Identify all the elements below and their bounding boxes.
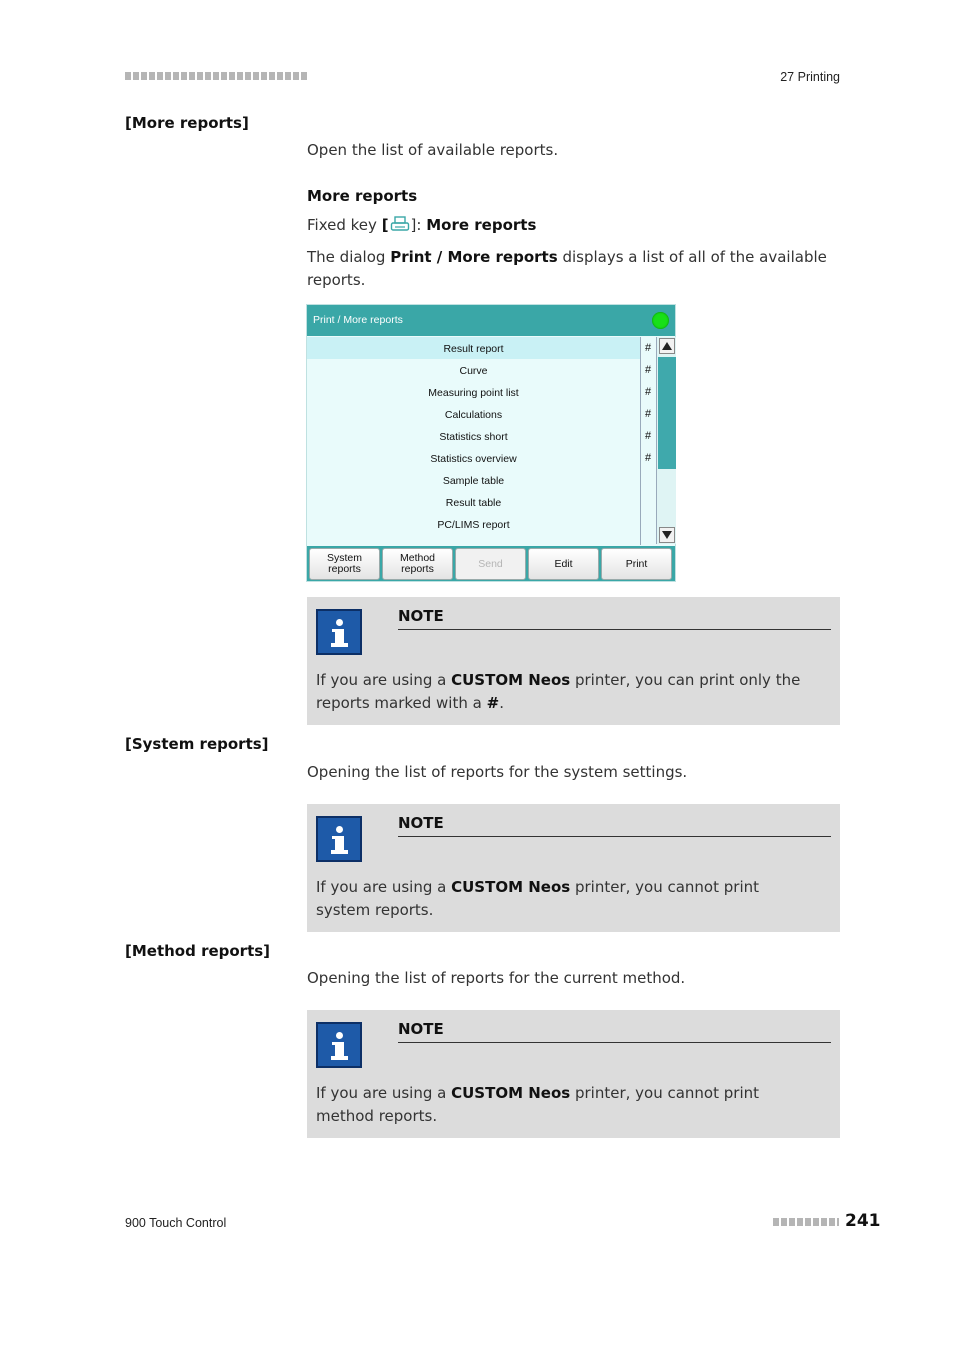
dialog-desc-part2: displays a list of all of the available reports. (307, 248, 827, 289)
report-label: Statistics short (439, 431, 508, 443)
note-text-part: printer, you cannot print method reports. (316, 1084, 759, 1125)
fixed-key-name: More reports (426, 216, 537, 234)
footer-decoration (773, 1218, 839, 1226)
section-title-system-reports: [System reports] (125, 735, 269, 753)
method-reports-description: Opening the list of reports for the current method. (307, 969, 686, 987)
dialog-desc-bold: Print / More reports (390, 248, 558, 266)
note-text-bold: CUSTOM Neos (451, 1084, 571, 1102)
fixed-key-prefix: Fixed key (307, 216, 377, 234)
scrollbar[interactable] (656, 337, 676, 544)
status-led-icon (652, 312, 669, 329)
dialog-titlebar (307, 305, 675, 336)
report-label: PC/LIMS report (437, 519, 510, 531)
report-label: Measuring point list (428, 387, 519, 399)
system-reports-button[interactable] (309, 548, 380, 580)
button-label-line2: reports (328, 563, 361, 575)
note-text-bold: CUSTOM Neos (451, 671, 571, 689)
report-row-measuring-point-list[interactable] (307, 381, 652, 403)
note-heading: NOTE (398, 814, 831, 837)
report-row-statistics-overview[interactable] (307, 447, 652, 469)
report-label: Statistics overview (430, 453, 517, 465)
report-mark: # (644, 430, 652, 442)
note-text-bold: CUSTOM Neos (451, 878, 571, 896)
dialog-desc-part1: The dialog (307, 248, 386, 266)
more-reports-subtitle: More reports (307, 187, 418, 205)
note-text-part: printer, you can print only the reports marked with a (316, 671, 801, 712)
report-row-calculations[interactable] (307, 403, 652, 425)
dialog-button-bar (307, 546, 675, 581)
note-heading: NOTE (398, 1020, 831, 1043)
info-icon (316, 609, 362, 655)
footer-product-name: 900 Touch Control (125, 1216, 227, 1230)
note-heading: NOTE (398, 607, 831, 630)
report-mark: # (644, 452, 652, 464)
report-label: Calculations (444, 409, 503, 421)
button-label-line1: System (326, 552, 362, 564)
note-text-part: If you are using a (316, 1084, 447, 1102)
section-title-more-reports: [More reports] (125, 114, 249, 132)
note-box (307, 1010, 840, 1138)
method-reports-button[interactable] (382, 548, 453, 580)
report-label: Result report (443, 343, 504, 355)
report-mark: # (644, 386, 652, 398)
note-text (316, 669, 816, 715)
button-label-line2: reports (401, 563, 434, 575)
dialog-title: Print / More reports (313, 314, 403, 326)
note-text (316, 1082, 816, 1128)
report-row-sample-table[interactable] (307, 469, 640, 491)
note-text-part: If you are using a (316, 671, 447, 689)
note-text-part: printer, you cannot print system reports. (316, 878, 759, 919)
list-separator (640, 337, 641, 545)
info-icon (316, 816, 362, 862)
note-box (307, 597, 840, 725)
report-row-pc-lims-report[interactable] (307, 513, 640, 535)
edit-button[interactable]: Edit (528, 548, 599, 580)
info-icon (316, 1022, 362, 1068)
report-list (307, 337, 652, 545)
note-text (316, 876, 816, 922)
header-decoration (125, 72, 307, 80)
send-button[interactable]: Send (455, 548, 526, 580)
note-box (307, 804, 840, 932)
system-reports-description: Opening the list of reports for the system settings. (307, 763, 688, 781)
report-row-curve[interactable] (307, 359, 652, 381)
scroll-up-arrow-icon[interactable] (659, 338, 675, 354)
note-text-part: . (499, 694, 504, 712)
report-label: Sample table (442, 475, 505, 487)
note-text-part: If you are using a (316, 878, 447, 896)
fixed-key-line (307, 214, 536, 237)
report-label: Result table (445, 497, 502, 509)
section-title-method-reports: [Method reports] (125, 942, 271, 960)
scroll-down-arrow-icon[interactable] (659, 527, 675, 543)
more-reports-description: Open the list of available reports. (307, 141, 559, 159)
report-row-statistics-short[interactable] (307, 425, 652, 447)
dialog-description (307, 246, 827, 292)
page-number: 241 (845, 1211, 881, 1231)
fixed-key-bracket-open: [ (381, 216, 389, 234)
printer-icon (390, 216, 410, 232)
report-label: Curve (459, 365, 488, 377)
print-more-reports-dialog (306, 304, 676, 582)
note-text-bold: # (486, 694, 500, 712)
report-mark: # (644, 342, 652, 354)
fixed-key-bracket-close: ]: (410, 216, 422, 234)
print-button[interactable]: Print (601, 548, 672, 580)
report-mark: # (644, 364, 652, 376)
report-mark: # (644, 408, 652, 420)
chapter-title: 27 Printing (780, 70, 840, 84)
report-row-result-table[interactable] (307, 491, 640, 513)
scroll-thumb[interactable] (658, 357, 676, 469)
report-row-result-report[interactable] (307, 337, 652, 359)
button-label-line1: Method (399, 552, 436, 564)
